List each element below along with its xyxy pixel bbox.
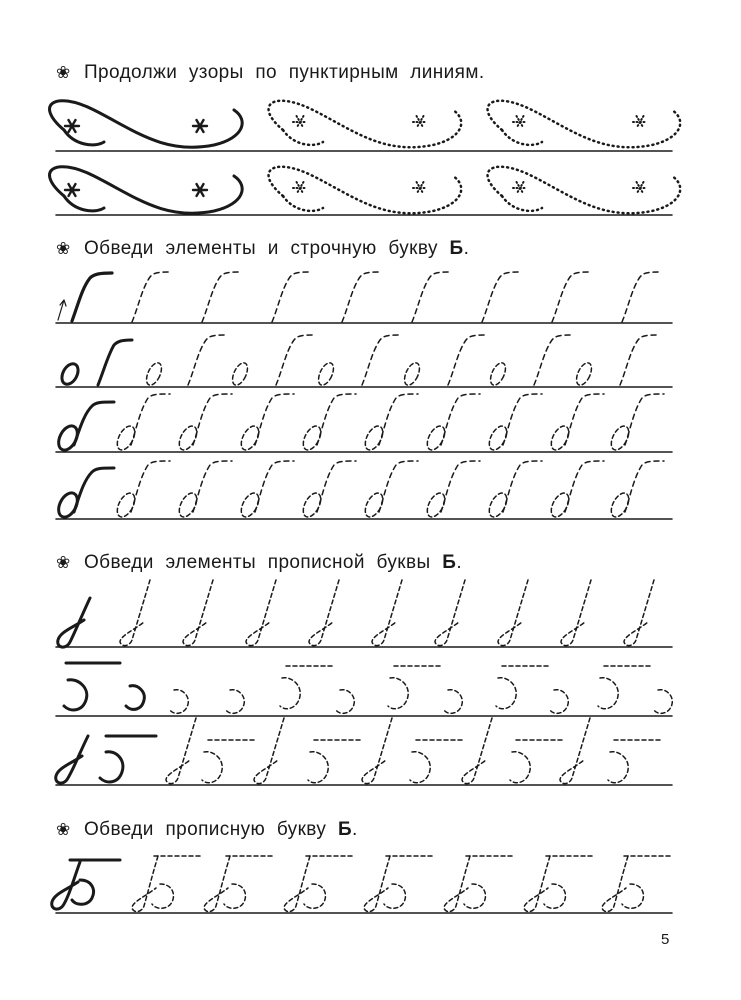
uppercase-letter-row (52, 856, 672, 913)
uppercase-elements-row-2 (56, 663, 672, 716)
asterisk-icon (193, 120, 207, 132)
task-instruction-uppercase-elements: ❀ Обведи элементы прописной буквы Б. (56, 552, 462, 573)
lowercase-row-1 (56, 272, 672, 323)
lowercase-row-3 (55, 394, 672, 453)
arrow-icon (58, 300, 66, 320)
task-instruction-patterns: ❀ Продолжи узоры по пунктирным линиям. (56, 62, 485, 83)
flower-icon: ❀ (56, 63, 71, 83)
pattern-row-2 (50, 167, 681, 215)
flower-icon: ❀ (56, 553, 71, 573)
uppercase-elements-row-1 (56, 580, 672, 647)
pattern-row-1 (50, 101, 681, 151)
uppercase-elements-row-3 (56, 718, 672, 785)
flower-icon: ❀ (56, 820, 71, 840)
flower-icon: ❀ (56, 239, 71, 259)
task-instruction-uppercase: ❀ Обведи прописную букву Б. (56, 819, 358, 840)
lowercase-row-2 (56, 335, 672, 387)
asterisk-icon (193, 184, 207, 196)
page-number: 5 (661, 931, 670, 948)
asterisk-icon (65, 120, 79, 132)
lowercase-row-4 (55, 461, 672, 520)
task-instruction-lowercase: ❀ Обведи элементы и строчную букву Б. (56, 238, 470, 259)
asterisk-icon (65, 184, 79, 196)
